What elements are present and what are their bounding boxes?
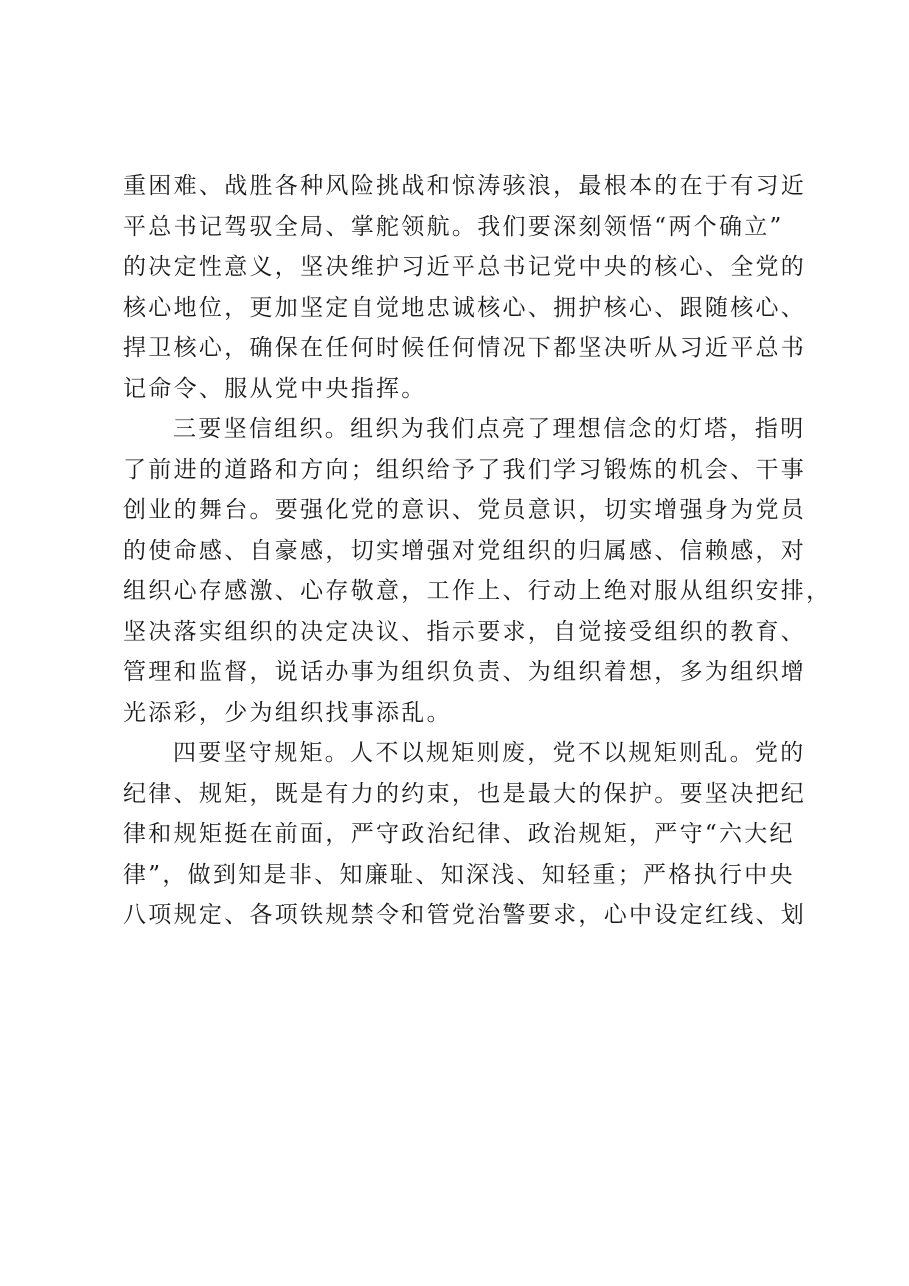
paragraph-1 <box>123 166 823 409</box>
text-line: 管理和监督，说话办事为组织负责、为组织着想，多为组织增 <box>123 659 807 685</box>
text-line: 重困难、战胜各种风险挑战和惊涛骇浪，最根本的在于有习近 <box>123 173 807 199</box>
text-line: 核心地位，更加坚定自觉地忠诚核心、拥护核心、跟随核心、 <box>123 294 807 321</box>
text-line: 了前进的道路和方向；组织给予了我们学习锻炼的机会、干事 <box>123 456 807 483</box>
text-line: 坚决落实组织的决定决议、指示要求，自觉接受组织的教育、 <box>123 618 807 645</box>
text-line: 律和规矩挺在前面，严守政治纪律、政治规矩，严守“六大纪 <box>123 821 795 847</box>
text-line: 八项规定、各项铁规禁令和管党治警要求，心中设定红线、划 <box>123 902 807 928</box>
text-line: 的决定性意义，坚决维护习近平总书记党中央的核心、全党的 <box>123 254 807 280</box>
document-body <box>123 166 832 936</box>
paragraph-2 <box>123 409 832 733</box>
text-line: 光添彩，少为组织找事添乱。 <box>123 699 452 726</box>
paragraph-3 <box>123 733 823 936</box>
text-line: 创业的舞台。要强化党的意识、党员意识，切实增强身为党员 <box>123 497 807 523</box>
text-line: 平总书记驾驭全局、掌舵领航。我们要深刻领悟“两个确立” <box>123 213 784 240</box>
text-line: 三要坚信组织。组织为我们点亮了理想信念的灯塔，指明 <box>173 416 806 442</box>
text-line: 记命令、服从党中央指挥。 <box>123 375 427 402</box>
text-line: 组织心存感激、心存敬意，工作上、行动上绝对服从组织安排， <box>123 578 832 604</box>
text-line: 的使命感、自豪感，切实增强对党组织的归属感、信赖感，对 <box>123 537 807 564</box>
text-line: 纪律、规矩，既是有力的约束，也是最大的保护。要坚决把纪 <box>123 780 807 807</box>
text-line: 四要坚守规矩。人不以规矩则废，党不以规矩则乱。党的 <box>173 740 806 766</box>
text-line: 捍卫核心，确保在任何时候任何情况下都坚决听从习近平总书 <box>123 335 807 361</box>
text-line: 律”，做到知是非、知廉耻、知深浅、知轻重；严格执行中央 <box>123 861 795 888</box>
